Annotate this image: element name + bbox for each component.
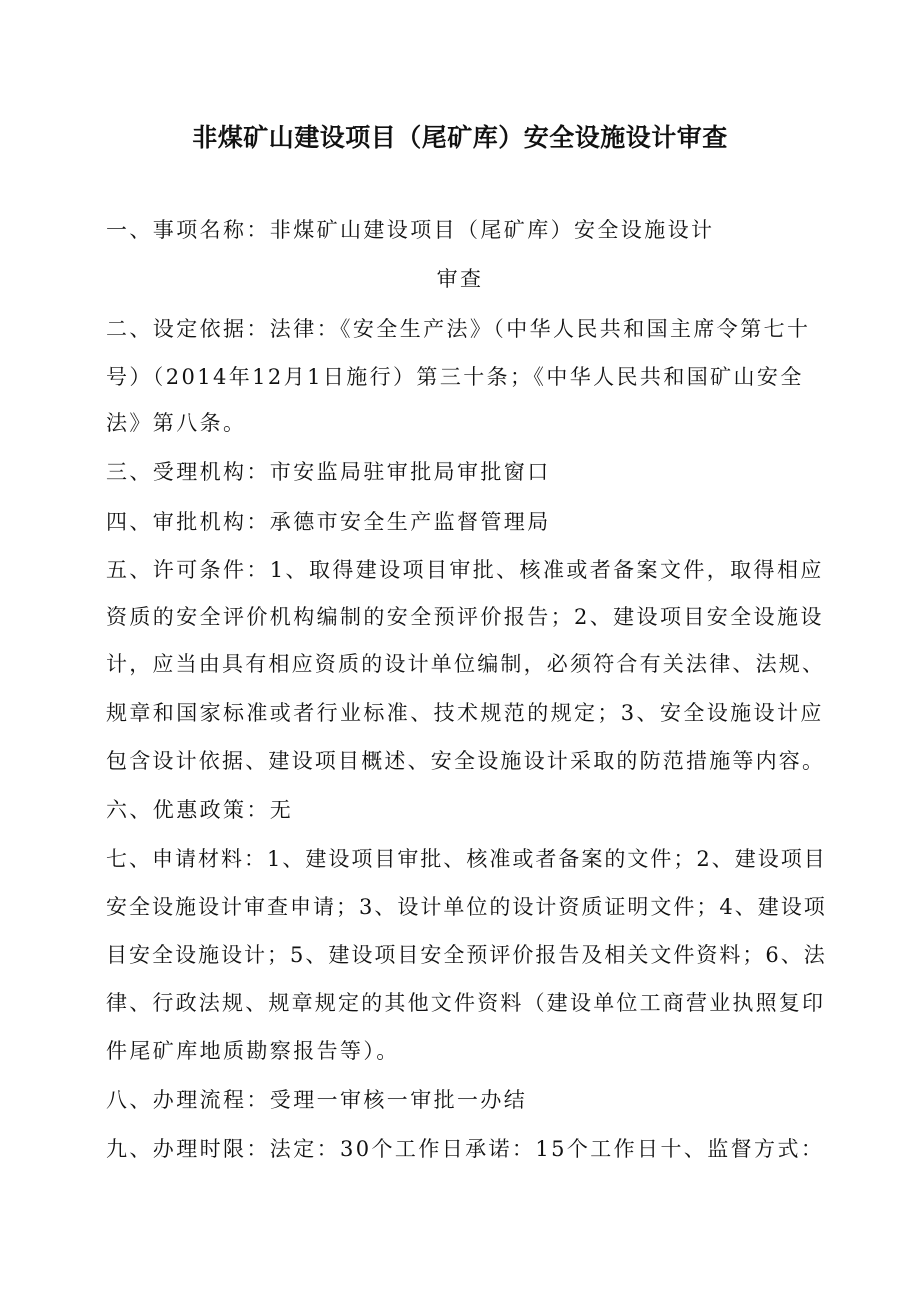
item-name-line: 一、事项名称：非煤矿山建设项目（尾矿库）安全设施设计 [106,218,715,242]
permit-conditions-line-5: 包含设计依据、建设项目概述、安全设施设计采取的防范措施等内容。 [106,749,826,773]
document-title: 非煤矿山建设项目（尾矿库）安全设施设计审查 [192,123,728,152]
approving-agency-line: 四、审批机构：承德市安全生产监督管理局 [106,510,551,534]
process-flow-line: 八、办理流程：受理一审核一审批一办结 [106,1088,528,1112]
permit-conditions-line-3: 计，应当由具有相应资质的设计单位编制，必须符合有关法律、法规、 [106,652,826,676]
legal-basis-line-2: 号）（2014年12月1日施行）第三十条；《中华人民共和国矿山安全 [106,365,804,389]
permit-conditions-line-4: 规章和国家标准或者行业标准、技术规范的规定；3、安全设施设计应 [106,701,824,725]
item-name-continuation: 审查 [436,267,484,291]
legal-basis-line-3: 法》第八条。 [106,411,247,435]
application-materials-line-5: 件尾矿库地质勘察报告等）。 [106,1039,400,1063]
preferential-policy-line: 六、优惠政策：无 [106,798,294,822]
legal-basis-line-1: 二、设定依据：法律：《安全生产法》（中华人民共和国主席令第七十 [106,317,811,341]
application-materials-line-3: 目安全设施设计；5、建设项目安全预评价报告及相关文件资料；6、法 [106,943,827,967]
permit-conditions-line-1: 五、许可条件：1、取得建设项目审批、核准或者备案文件，取得相应 [106,558,824,582]
time-limit-line: 九、办理时限：法定：30个工作日承诺：15个工作日十、监督方式： [106,1137,825,1161]
application-materials-line-2: 安全设施设计审查申请；3、设计单位的设计资质证明文件；4、建设项 [106,895,827,919]
application-materials-line-4: 律、行政法规、规章规定的其他文件资料（建设单位工商营业执照复印 [106,991,826,1015]
permit-conditions-line-2: 资质的安全评价机构编制的安全预评价报告；2、建设项目安全设施设 [106,605,824,629]
accepting-agency-line: 三、受理机构：市安监局驻审批局审批窗口 [106,460,551,484]
application-materials-line-1: 七、申请材料：1、建设项目审批、核准或者备案的文件；2、建设项目 [106,847,827,871]
